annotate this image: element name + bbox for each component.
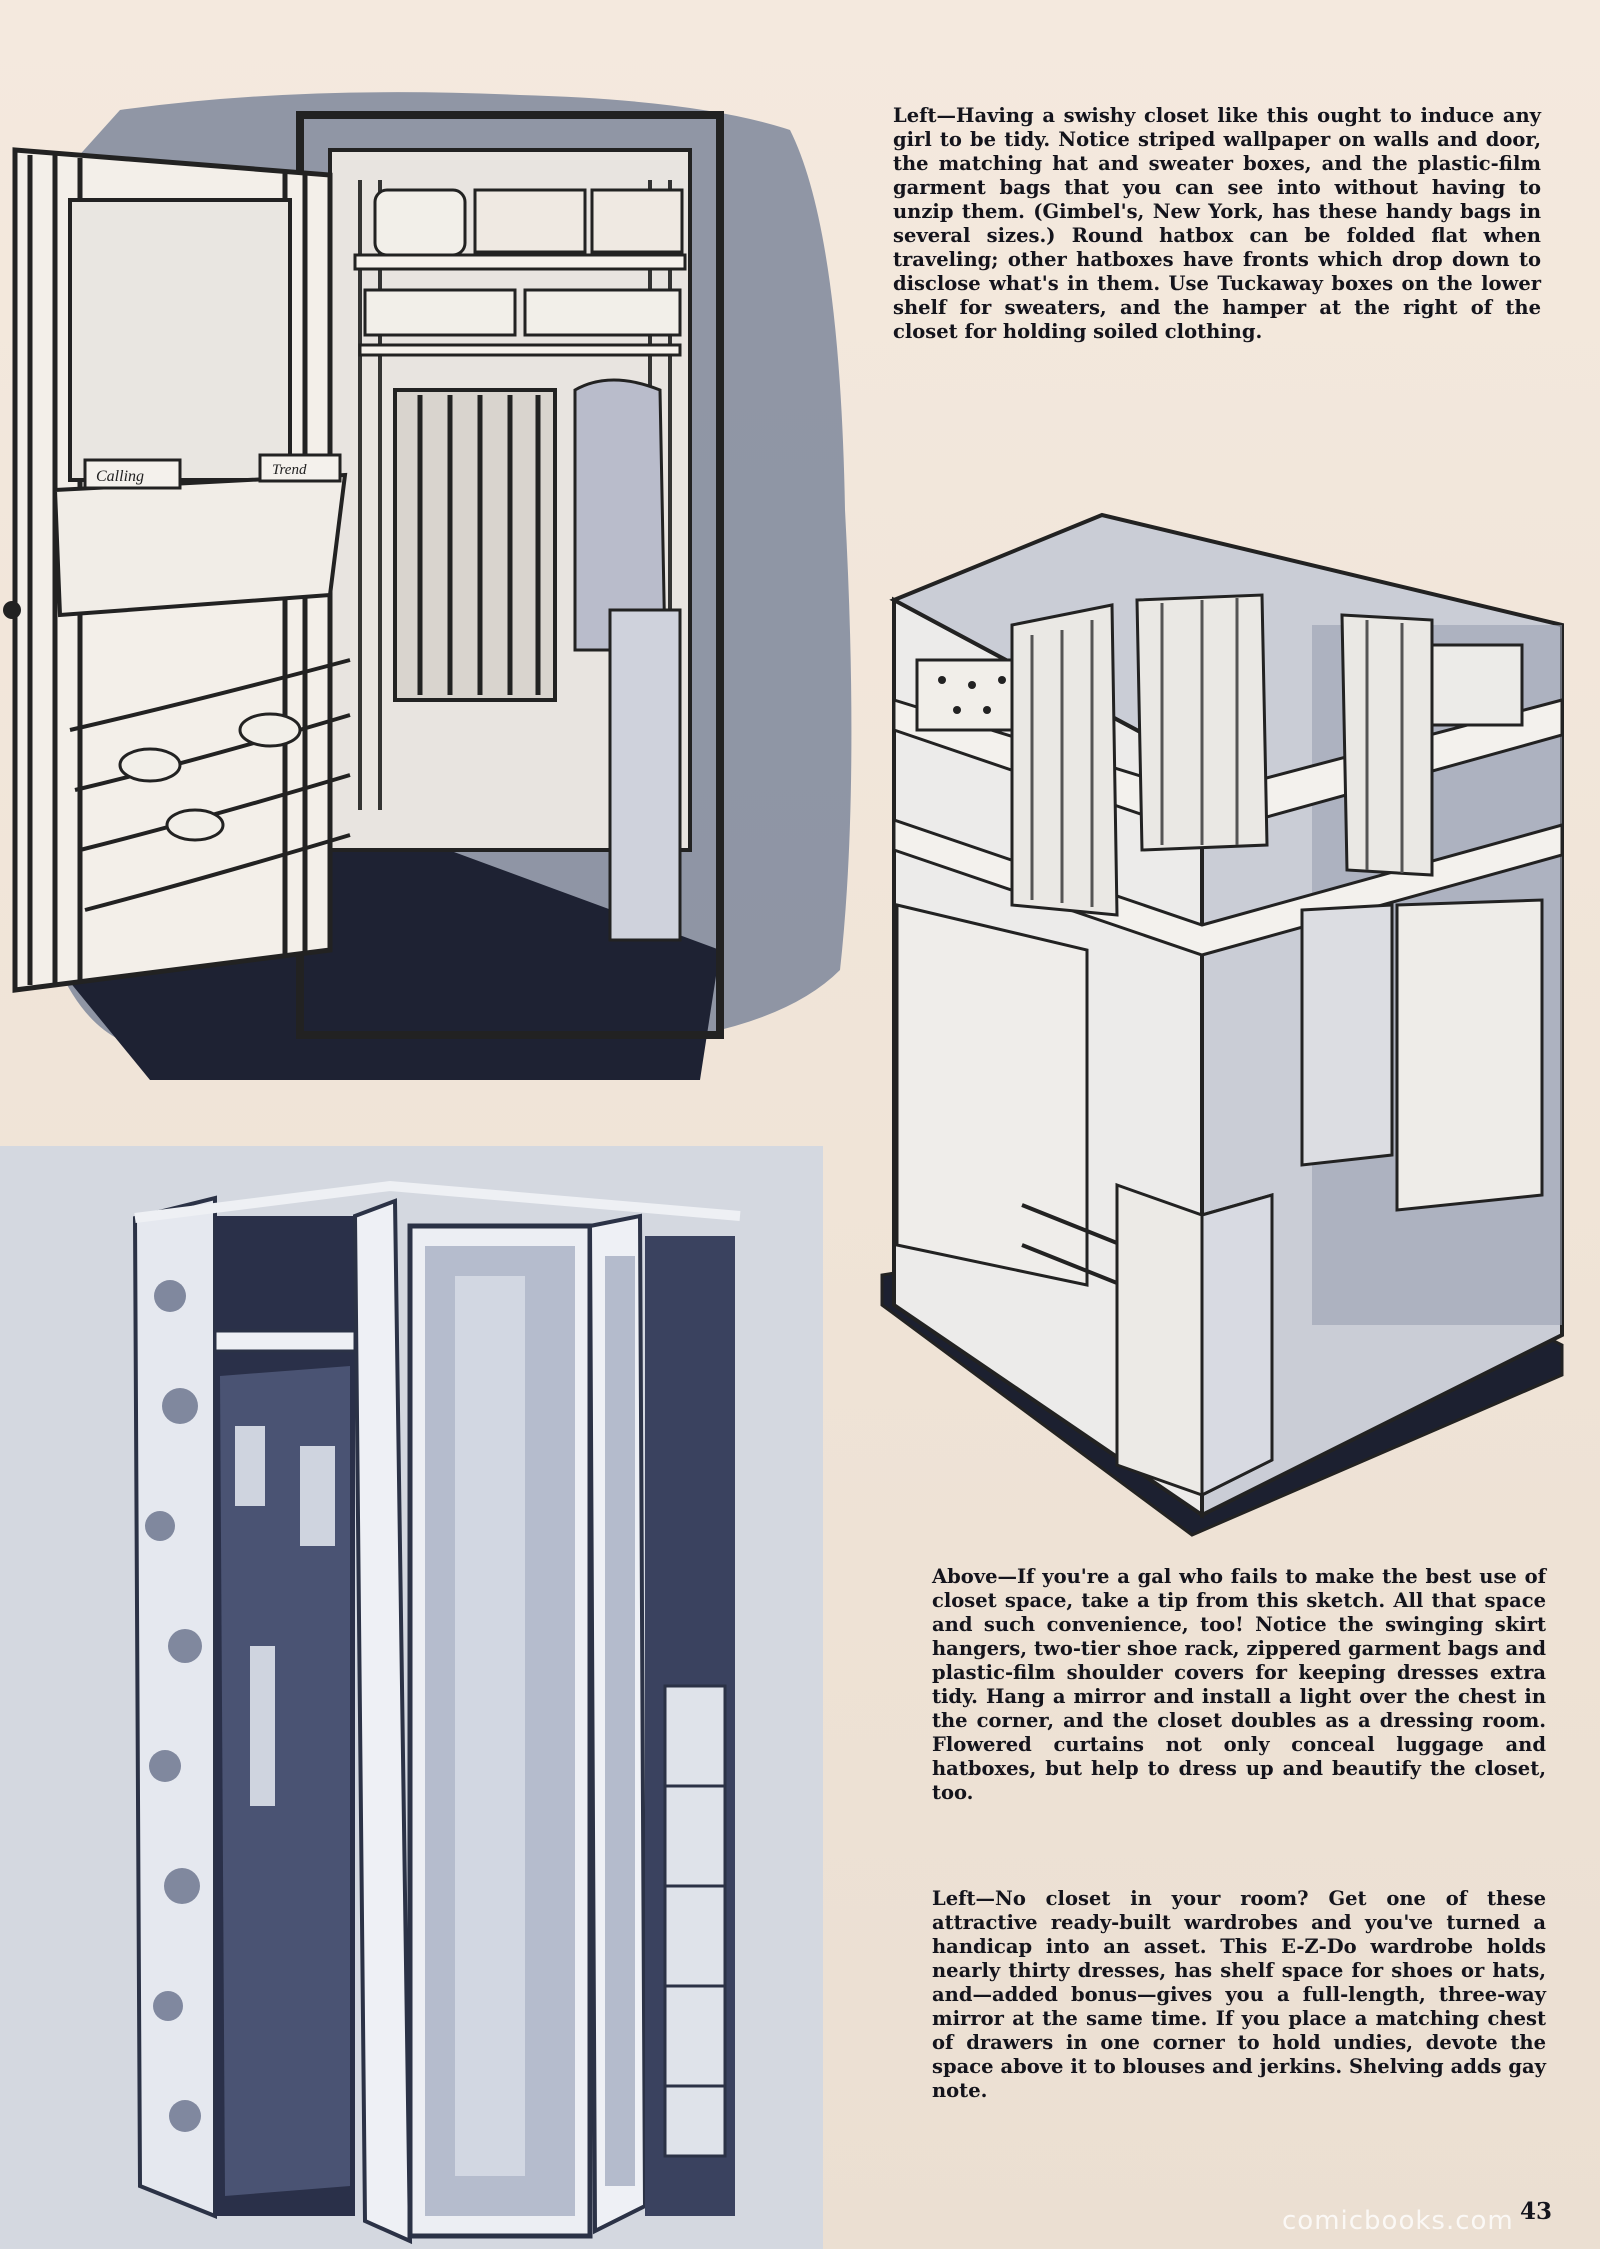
caption-body: —If you're a gal who fails to make the best use of closet space, take a tip from this sketch. All that space and such convenience, too! Notice the swinging skirt hangers, two-tier shoe rack, zippered garment bags and plastic-film shoulder covers for keeping dresses extra tidy. Hang a mirror and install a light over the chest in the corner, and the closet doubles as a dressing room. Flowered curtains not only conceal luggage and hatboxes, but help to dress up and beautify the closet, too. [932,1565,1546,1804]
closet-illustration [0,90,870,1090]
hamper [610,610,680,940]
caption-left-wardrobe [932,1887,1546,2103]
sketch-dress-right [1397,900,1542,1210]
caption-lead: Left [893,104,937,127]
caption-lead: Left [932,1887,976,1910]
sweater-box-1 [365,290,515,335]
sweater-box-2 [525,290,680,335]
caption-body: —Having a swishy closet like this ought to induce any girl to be tidy. Notice striped wallpaper on walls and door, the matching hat and sweater boxes, and the plastic-film garment bags that you can see into without having to unzip them. (Gimbel's, New York, has these handy bags in several sizes.) Round hatbox can be folded flat when traveling; other hatboxes have fronts which drop down to disclose what's in them. Use Tuckaway boxes on the lower shelf for sweaters, and the hamper at the right of the closet for holding soiled clothing. [893,104,1541,343]
wardrobe-photo [0,1146,823,2249]
sketch-dress-cover [1302,905,1392,1165]
hatbox-round [375,190,465,255]
sketch-chest-floral [1202,1195,1272,1495]
magazine-rack [55,475,345,615]
wardrobe-shelf [215,1331,355,1351]
watermark: comicbooks.com [1282,2206,1514,2236]
door-knob [3,601,21,619]
page-number: 43 [1520,2198,1553,2225]
caption-above-sketch [932,1565,1546,1805]
caption-lead: Above [932,1565,998,1588]
caption-left-closet [893,104,1541,344]
door-mirror-panel [70,200,290,480]
wardrobe-left-side [135,1198,215,2216]
magazine-calling-label: Calling [96,468,145,485]
magazine-trend-label: Trend [272,462,307,478]
closet-sketch-illustration [872,505,1572,1540]
hanger-rod [360,345,680,355]
sketch-garment-bag [897,905,1087,1285]
caption-body: —No closet in your room? Get one of these attractive ready-built wardrobes and you've turned a handicap into an asset. This E-Z-Do wardrobe holds nearly thirty dresses, has shelf space for shoes or hats, and—added bonus—gives you a full-length, three-way mirror at the same time. If you place a matching chest of drawers in one corner to hold undies, devote the space above it to blouses and jerkins. Shelving adds gay note. [932,1887,1546,2102]
hatbox-floral-1 [475,190,585,252]
top-shelf [355,255,685,269]
hatbox-floral-2 [592,190,682,252]
